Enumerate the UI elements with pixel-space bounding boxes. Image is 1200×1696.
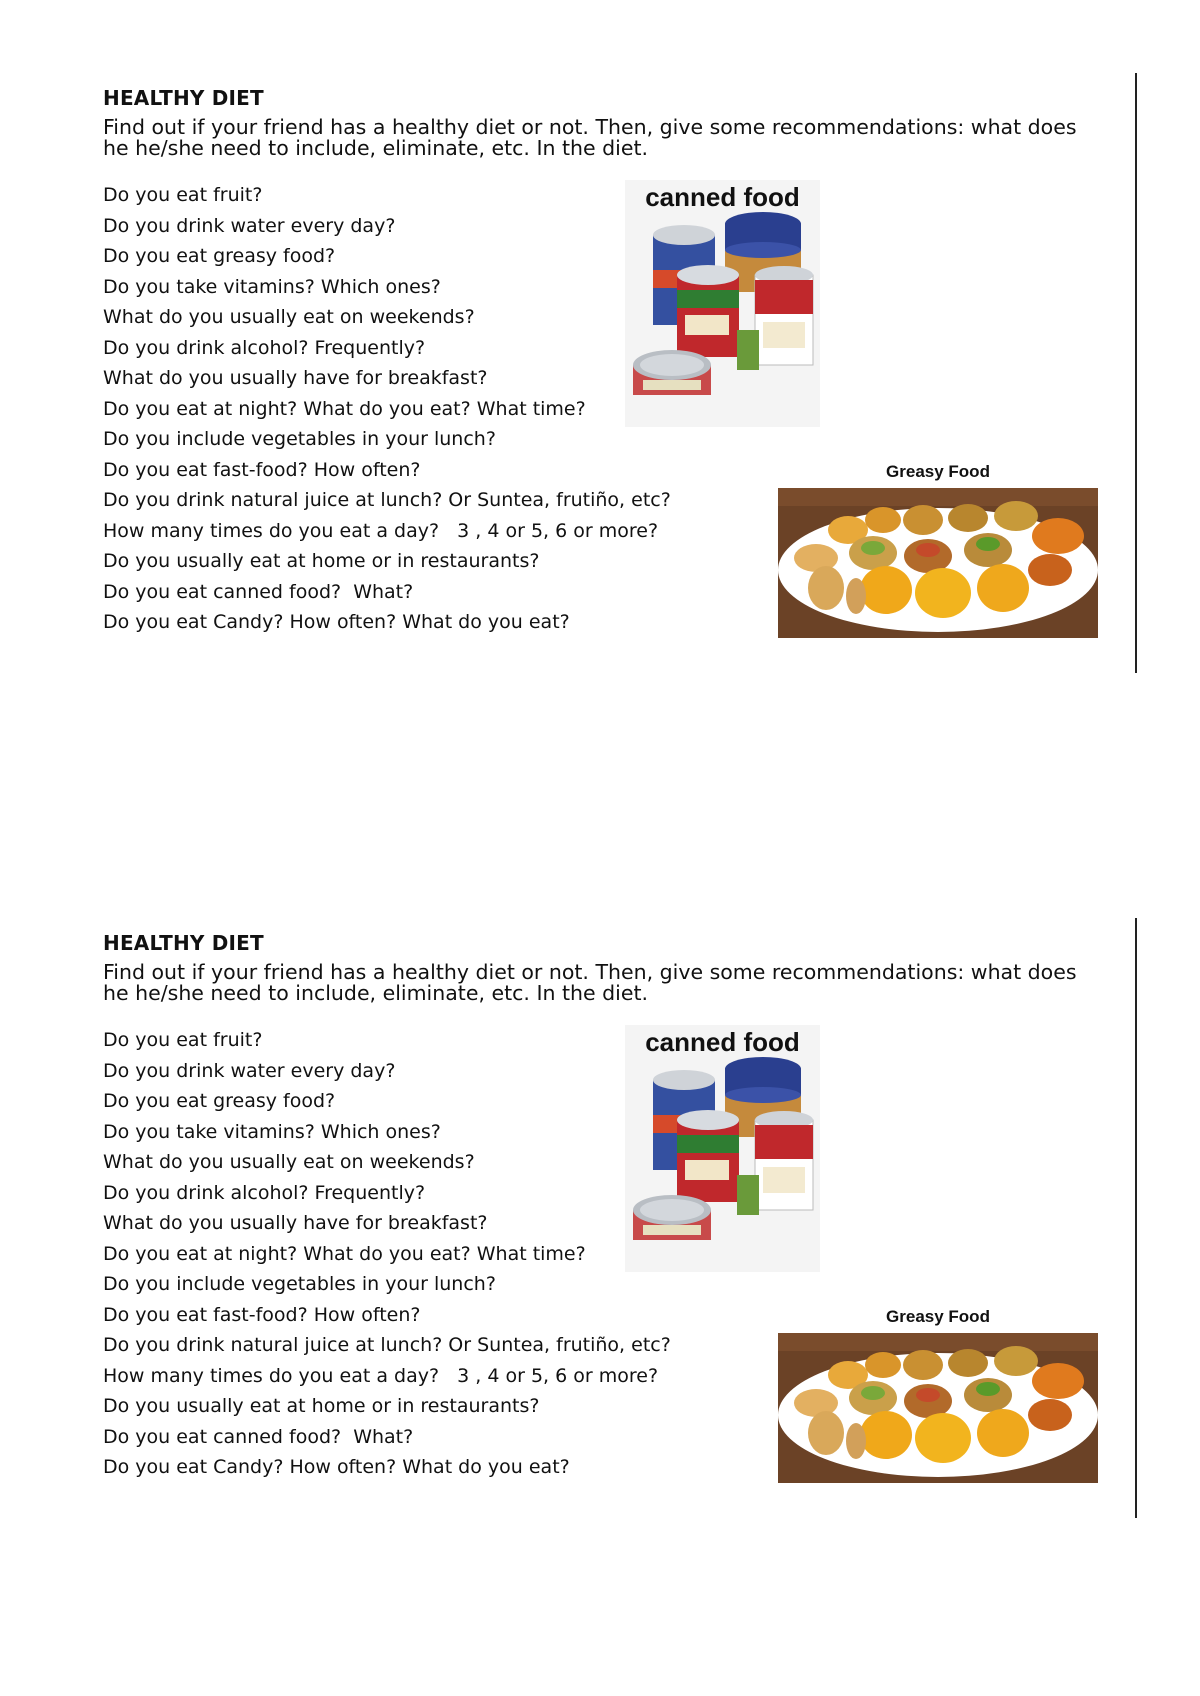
question-item: Do you eat fast-food? How often? — [103, 1303, 421, 1326]
canned-food-image — [625, 180, 820, 427]
question-item: Do you drink alcohol? Frequently? — [103, 336, 426, 359]
question-list — [103, 1025, 671, 1483]
question-item: Do you eat at night? What do you eat? What time? — [103, 1242, 586, 1265]
question-item: How many times do you eat a day? 3 , 4 or 5, 6 or more? — [103, 519, 659, 542]
canned-food-caption: canned food — [645, 182, 800, 212]
worksheet-1 — [0, 70, 1200, 670]
question-item: Do you include vegetables in your lunch? — [103, 428, 496, 450]
question-item: What do you usually eat on weekends? — [103, 1151, 475, 1173]
question-item: Do you eat fast-food? How often? — [103, 458, 421, 481]
question-item: How many times do you eat a day? 3 , 4 or 5, 6 or more? — [103, 1364, 659, 1387]
question-item: Do you take vitamins? Which ones? — [103, 275, 441, 298]
question-list — [103, 180, 671, 638]
question-item: Do you drink alcohol? Frequently? — [103, 1181, 426, 1204]
greasy-food-picture — [778, 1333, 1098, 1483]
greasy-food-caption: Greasy Food — [886, 462, 990, 481]
question-item: Do you usually eat at home or in restaurants? — [103, 550, 540, 572]
question-item: Do you eat fruit? — [103, 184, 263, 206]
question-item: Do you eat Candy? How often? What do you eat? — [103, 1456, 570, 1478]
question-item: What do you usually have for breakfast? — [103, 1212, 488, 1234]
question-item: What do you usually have for breakfast? — [103, 367, 488, 389]
question-item: Do you include vegetables in your lunch? — [103, 1273, 496, 1295]
worksheet-2 — [0, 915, 1200, 1515]
question-item: Do you eat fruit? — [103, 1029, 263, 1051]
canned-food-image — [625, 1025, 820, 1272]
question-item: Do you eat canned food? What? — [103, 580, 414, 603]
question-item: Do you eat greasy food? — [103, 1090, 336, 1112]
canned-food-caption: canned food — [645, 1027, 800, 1057]
question-item: Do you drink water every day? — [103, 1059, 396, 1082]
greasy-food-picture — [778, 488, 1098, 638]
question-item: Do you eat canned food? What? — [103, 1425, 414, 1448]
canned-food-picture — [625, 180, 820, 427]
greasy-food-caption: Greasy Food — [886, 1307, 990, 1326]
worksheet-instructions: Find out if your friend has a healthy diet or not. Then, give some recommendations: what does he he/she need to include, eliminate, etc. In the diet. — [103, 960, 1077, 1005]
question-item: Do you eat at night? What do you eat? What time? — [103, 397, 586, 420]
greasy-food-image — [778, 1333, 1098, 1483]
vertical-rule — [1135, 918, 1137, 1518]
worksheet-title: HEALTHY DIET — [103, 86, 264, 110]
question-item: What do you usually eat on weekends? — [103, 306, 475, 328]
question-item: Do you eat greasy food? — [103, 245, 336, 267]
worksheet-title: HEALTHY DIET — [103, 931, 264, 955]
question-item: Do you drink natural juice at lunch? Or Suntea, frutiño, etc? — [103, 1334, 671, 1356]
greasy-food-image — [778, 488, 1098, 638]
question-item: Do you take vitamins? Which ones? — [103, 1120, 441, 1143]
worksheet-instructions: Find out if your friend has a healthy diet or not. Then, give some recommendations: what does he he/she need to include, eliminate, etc. In the diet. — [103, 115, 1077, 160]
question-item: Do you usually eat at home or in restaurants? — [103, 1395, 540, 1417]
question-item: Do you drink natural juice at lunch? Or Suntea, frutiño, etc? — [103, 489, 671, 511]
vertical-rule — [1135, 73, 1137, 673]
canned-food-picture — [625, 1025, 820, 1272]
question-item: Do you drink water every day? — [103, 214, 396, 237]
question-item: Do you eat Candy? How often? What do you eat? — [103, 611, 570, 633]
